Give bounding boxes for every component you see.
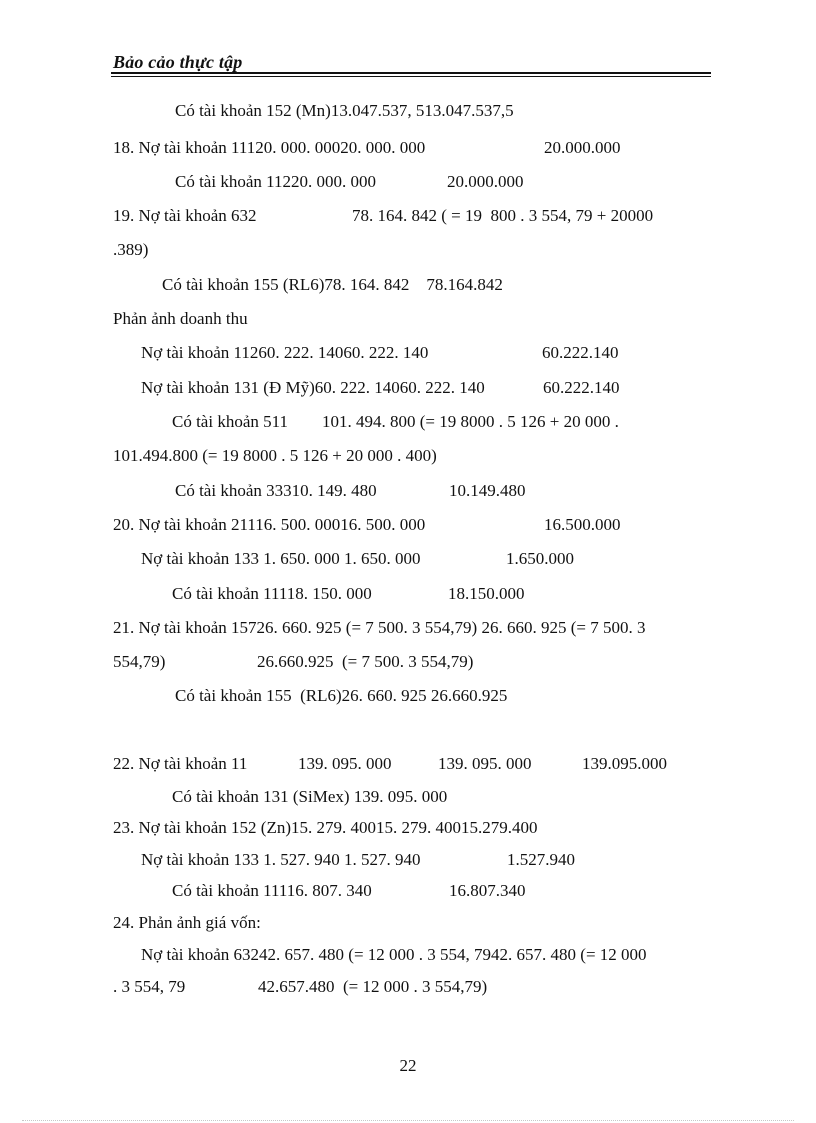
entry-line: 21. Nợ tài khoản 15726. 660. 925 (= 7 500. 3 554,79) 26. 660. 925 (= 7 500. 3 bbox=[113, 618, 646, 637]
entry-amount: 20.000.000 bbox=[447, 172, 524, 191]
entry-text: . 3 554, 79 bbox=[113, 977, 186, 996]
entry-text: Nợ tài khoản 133 1. 650. 000 1. 650. 000 bbox=[141, 549, 421, 568]
entry-text: 22. Nợ tài khoản 11 bbox=[113, 754, 248, 773]
entry-text: 19. Nợ tài khoản 632 bbox=[113, 206, 257, 225]
entry-amount: 78. 164. 842 ( = 19 800 . 3 554, 79 + 20000 bbox=[352, 206, 654, 225]
header-rule-thick bbox=[111, 72, 711, 74]
entry-line: Có tài khoản 155 (RL6)78. 164. 842 78.164.842 bbox=[162, 275, 503, 294]
entry-amount: 60.222.140 bbox=[542, 343, 619, 362]
section-heading: Phản ảnh doanh thu bbox=[113, 309, 248, 328]
entry-line: Có tài khoản 152 (Mn)13.047.537, 513.047.537,5 bbox=[175, 101, 514, 120]
page-number: 22 bbox=[399, 1056, 417, 1075]
entry-text: Có tài khoản 11116. 807. 340 bbox=[172, 881, 372, 900]
entry-amount: 16.807.340 bbox=[449, 881, 526, 900]
entry-line: .389) bbox=[113, 240, 149, 259]
entry-amount: 16.500.000 bbox=[544, 515, 621, 534]
entry-amount: 10.149.480 bbox=[449, 481, 526, 500]
entry-text: Nợ tài khoản 133 1. 527. 940 1. 527. 940 bbox=[141, 850, 421, 869]
entry-amount: 1.650.000 bbox=[506, 549, 574, 568]
entry-amount: 20.000.000 bbox=[544, 138, 621, 157]
header-rule-thin bbox=[111, 76, 711, 77]
entry-text: Có tài khoản 11118. 150. 000 bbox=[172, 584, 372, 603]
entry-line: 101.494.800 (= 19 8000 . 5 126 + 20 000 . 400) bbox=[113, 446, 437, 465]
entry-text: 554,79) bbox=[113, 652, 166, 671]
header-title: Bảo cảo thực tập bbox=[113, 52, 243, 72]
entry-text: 18. Nợ tài khoản 11120. 000. 00020. 000. 000 bbox=[113, 138, 426, 157]
entry-amount: 1.527.940 bbox=[507, 850, 575, 869]
entry-amount: 26.660.925 (= 7 500. 3 554,79) bbox=[257, 652, 474, 671]
entry-amount: 18.150.000 bbox=[448, 584, 525, 603]
entry-amount: 139.095.000 bbox=[582, 754, 667, 773]
entry-line: 23. Nợ tài khoản 152 (Zn)15. 279. 40015. 279. 40015.279.400 bbox=[113, 818, 538, 837]
page-bottom-border bbox=[22, 1120, 794, 1121]
entry-text: Nợ tài khoản 131 (Đ Mỹ)60. 222. 14060. 222. 140 bbox=[141, 378, 485, 397]
entry-text: Có tài khoản 511 bbox=[172, 412, 288, 431]
entry-amount: 42.657.480 (= 12 000 . 3 554,79) bbox=[258, 977, 488, 996]
section-heading: 24. Phản ảnh giá vốn: bbox=[113, 913, 261, 932]
entry-text: Có tài khoản 11220. 000. 000 bbox=[175, 172, 376, 191]
entry-line: Có tài khoản 155 (RL6)26. 660. 925 26.660.925 bbox=[175, 686, 508, 705]
entry-text: 20. Nợ tài khoản 21116. 500. 00016. 500. 000 bbox=[113, 515, 426, 534]
entry-line: Nợ tài khoản 63242. 657. 480 (= 12 000 . 3 554, 7942. 657. 480 (= 12 000 bbox=[141, 945, 647, 964]
entry-text: Nợ tài khoản 11260. 222. 14060. 222. 140 bbox=[141, 343, 429, 362]
entry-line: Có tài khoản 131 (SiMex) 139. 095. 000 bbox=[172, 787, 448, 806]
entry-amount: 60.222.140 bbox=[543, 378, 620, 397]
entry-line bbox=[113, 977, 633, 1057]
entry-line bbox=[113, 206, 713, 286]
entry-amount: 101. 494. 800 (= 19 8000 . 5 126 + 20 000 . bbox=[322, 412, 619, 431]
entry-amount: 139. 095. 000 bbox=[438, 754, 532, 773]
entry-amount: 139. 095. 000 bbox=[298, 754, 392, 773]
entry-text: Có tài khoản 33310. 149. 480 bbox=[175, 481, 377, 500]
